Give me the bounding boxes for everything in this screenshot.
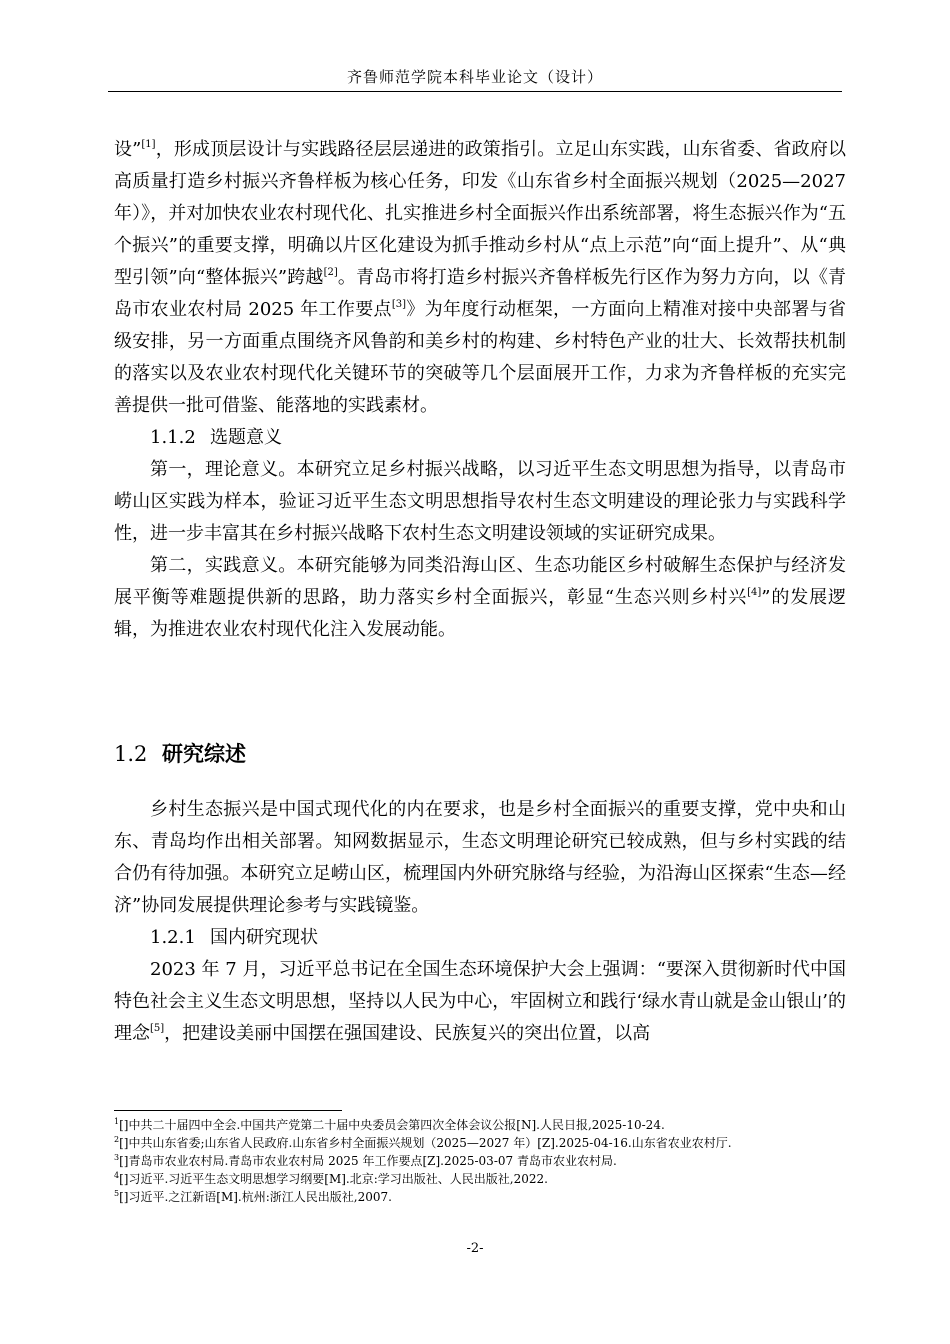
running-header: 齐鲁师范学院本科毕业论文（设计） [346,68,603,86]
text-run: 设” [114,139,142,160]
paragraph-review-intro: 乡村生态振兴是中国式现代化的内在要求，也是乡村全面振兴的重要支撑，党中央和山东、青岛均作出相关部署。知网数据显示，生态文明理论研究已较成熟，但与乡村实践的结合仍有待加强。本研究立足崂山区，梳理国内外研究脉络与经验，为沿海山区探索“生态—经济”协同发展提供理论参考与实践镜鉴。 [114,799,846,916]
footnote-mark: 2 [114,1135,120,1144]
footnote-item [114,1116,846,1134]
text-run: 2023 年 7 月，习近平总书记在全国生态环境保护大会上强调：“要深入贯彻新时代中国特色社会主义生态文明思想，坚持以人民为中心，牢固树立和践行‘绿水青山就是金山银山’的理念 [114,959,846,1044]
page-number: -2- [466,1241,484,1256]
footnote-text: []习近平.之江新语[M].杭州:浙江人民出版社,2007. [119,1190,392,1204]
body-block-1 [114,134,846,646]
text-run: 第二，实践意义。本研究能够为同类沿海山区、生态功能区乡村破解生态保护与经济发展平衡等难题提供新的思路，助力落实乡村全面振兴，彰显“生态兴则乡村兴 [114,555,846,608]
footnote-item [114,1134,846,1152]
subheading-number: 1.1.2 [150,427,196,448]
section-title: 研究综述 [162,741,246,766]
subheading-number: 1.2.1 [150,927,196,948]
paragraph-policy-context [114,134,846,422]
footnote-rule [114,1110,342,1111]
footnotes [114,1116,846,1206]
text-run: ，把建设美丽中国摆在强国建设、民族复兴的突出位置，以高 [164,1023,651,1044]
paragraph-domestic-research [114,954,846,1050]
subheading-title: 选题意义 [210,427,282,448]
paragraph-practical-significance [114,550,846,646]
footnote-mark: 5 [114,1189,120,1198]
text-run: ”的发展逻辑，为推进农业农村现代化注入发展动能。 [114,587,847,640]
footnote-text: []中共山东省委;山东省人民政府.山东省乡村全面振兴规划（2025—2027 年）[Z].2025-04-16.山东省农业农村厅. [119,1136,732,1150]
footnote-item [114,1152,846,1170]
text-run: 。青岛市将打造乡村振兴齐鲁样板先行区作为努力方向，以《青岛市农业农村局 2025 年工作要点 [114,267,846,320]
header-rule [108,91,842,92]
footnote-text: []中共二十届四中全会.中国共产党第二十届中央委员会第四次全体会议公报[N].人民日报,2025-10-24. [119,1118,665,1132]
section-heading-1-2 [114,740,246,768]
citation-marker-5: [5] [150,1023,165,1034]
footnote-item [114,1170,846,1188]
footnote-text: []习近平.习近平生态文明思想学习纲要[M].北京:学习出版社、人民出版社,2022. [119,1172,548,1186]
citation-marker-2: [2] [323,267,338,278]
paragraph-theoretical-significance: 第一，理论意义。本研究立足乡村振兴战略，以习近平生态文明思想为指导，以青岛市崂山区实践为样本，验证习近平生态文明思想指导农村生态文明建设的理论张力与实践科学性，进一步丰富其在乡村振兴战略下农村生态文明建设领域的实证研究成果。 [114,459,846,544]
footnote-mark: 1 [114,1117,120,1126]
subheading-title: 国内研究现状 [210,927,318,948]
subheading-1-2-1 [114,922,846,954]
citation-marker-4: [4] [747,587,762,598]
footnote-mark: 3 [114,1153,120,1162]
citation-marker-1: [1] [141,139,156,150]
footnote-mark: 4 [114,1171,120,1180]
footnote-item [114,1188,846,1206]
section-number: 1.2 [114,742,148,766]
subheading-1-1-2 [114,422,846,454]
citation-marker-3: [3] [391,299,407,310]
body-block-2 [114,794,846,1050]
footnote-text: []青岛市农业农村局.青岛市农业农村局 2025 年工作要点[Z].2025-03-07 青岛市农业农村局. [119,1154,617,1168]
text-run: 》为年度行动框架，一方面向上精准对接中央部署与省级安排，另一方面重点围绕齐风鲁韵和美乡村的构建、乡村特色产业的壮大、长效帮扶机制的落实以及农业农村现代化关键环节的突破等几个层面展开工作，力求为齐鲁样板的充实完善提供一批可借鉴、能落地的实践素材。 [114,299,846,416]
text-run: ，形成顶层设计与实践路径层层递进的政策指引。立足山东实践，山东省委、省政府以高质量打造乡村振兴齐鲁样板为核心任务，印发《山东省乡村全面振兴规划（2025—2027 年）》，并对加快农业农村现代化、扎实推进乡村全面振兴作出系统部署，将生态振兴作为“五个振兴”的重要支撑，明确以片区化建设为抓手推动乡村从“点上示范”向“面上提升”、从“典型引领”向“整体振兴”跨越 [114,139,846,288]
